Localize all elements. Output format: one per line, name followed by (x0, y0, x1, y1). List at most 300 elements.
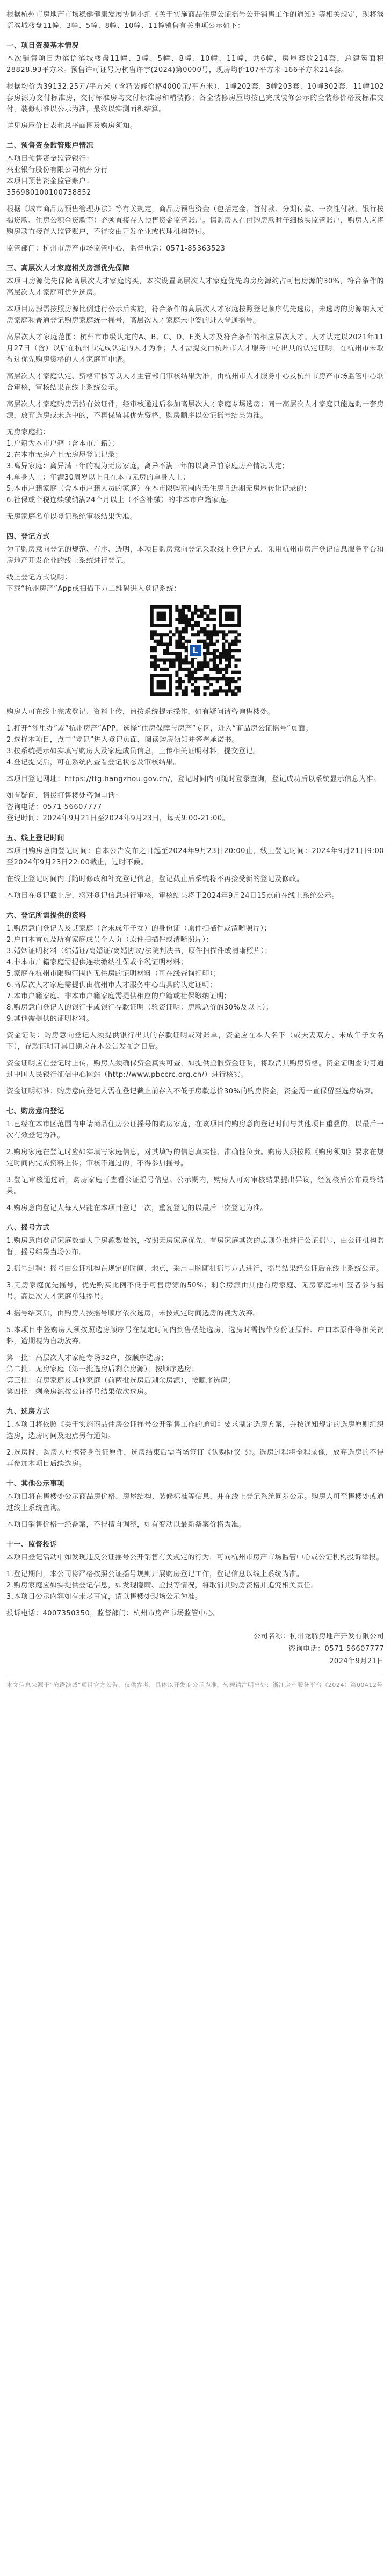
qr-module (225, 649, 228, 652)
qr-module (237, 686, 241, 690)
qr-module (172, 652, 175, 655)
qr-module (222, 633, 225, 636)
qr-module (178, 640, 182, 643)
qr-module (153, 633, 156, 636)
qr-module (191, 614, 194, 618)
qr-module (203, 686, 206, 690)
qr-module (175, 605, 178, 609)
qr-module (181, 609, 184, 612)
qr-module (175, 627, 178, 631)
qr-module (184, 686, 187, 690)
qr-module (169, 658, 172, 661)
qr-module (156, 633, 160, 636)
qr-module (181, 621, 184, 624)
list-item: 7.本市户籍家庭、非本市户籍家庭需提供相应的户籍或社保缴纳证明； (6, 992, 231, 1000)
qr-module (197, 668, 200, 671)
qr-module (209, 633, 213, 636)
step-item: 4.登记提交后，可在系统内查看登记状态及审核结果。 (6, 759, 180, 767)
qr-module (219, 677, 222, 680)
qr-module (175, 674, 178, 677)
qr-module (228, 658, 231, 661)
qr-module (219, 686, 222, 690)
list-item: 2.购房家庭应如实提供登记信息，如发现隐瞒、虚报等情况，将取消其购房资格并追究相关责任。 (6, 1582, 318, 1590)
qr-module (237, 640, 241, 643)
qr-module (178, 655, 182, 659)
qr-module (172, 661, 175, 664)
qr-module (191, 633, 194, 636)
qr-module (160, 636, 163, 640)
paragraph: 线上登记方式说明： (6, 574, 72, 582)
qr-module (169, 661, 172, 664)
qr-module (194, 668, 197, 671)
qr-module (234, 636, 237, 640)
paragraph: 监管部门：杭州市房产市场监管中心，监督电话：0571-85363523 (6, 245, 226, 253)
batch-item: 第一批：高层次人才家庭专场32户，按顺序选房； (6, 1354, 169, 1362)
section-title: 三、高层次人才家庭相关房源优先保障 (6, 264, 130, 273)
qr-module (187, 618, 191, 621)
qr-module (219, 655, 222, 659)
section-talent-priority (6, 263, 384, 523)
qr-module (187, 677, 191, 680)
qr-module (212, 612, 215, 615)
qr-module (184, 618, 187, 621)
qr-module (191, 677, 194, 680)
qr-module (160, 668, 163, 671)
qr-module (153, 658, 156, 661)
qr-module (156, 643, 160, 646)
registration-qr-code[interactable] (147, 602, 244, 699)
qr-module (184, 624, 187, 627)
qr-module (206, 661, 209, 664)
qr-module (225, 664, 228, 668)
qr-module (194, 692, 197, 696)
qr-module (178, 658, 182, 661)
qr-module (160, 658, 163, 661)
section-title: 十一、监督投诉 (6, 1541, 57, 1549)
qr-module (194, 612, 197, 615)
qr-module (206, 636, 209, 640)
qr-module (212, 618, 215, 621)
qr-module (156, 664, 160, 668)
qr-module (181, 618, 184, 621)
qr-module (215, 689, 219, 692)
qr-module (165, 643, 169, 646)
qr-module (172, 633, 175, 636)
company-name: 公司名称：杭州龙腾房地产开发有限公司 (253, 1633, 384, 1641)
paragraph: 为了购房意向登记的规范、有序、透明，本项目购房意向登记采取线上登记方式，采用杭州市房产登记信息服务平台和房地产开发企业的线上系统进行登记。 (6, 546, 384, 565)
qr-module (150, 633, 154, 636)
list-item: 2.在本市无房产且无房屋登记记录； (6, 451, 122, 459)
qr-module (197, 621, 200, 624)
qr-module (228, 680, 231, 683)
qr-module (175, 643, 178, 646)
qr-module (184, 630, 187, 633)
qr-module (150, 636, 154, 640)
qr-module (237, 658, 241, 661)
qr-module (184, 661, 187, 664)
qr-module (163, 652, 166, 655)
qr-module (150, 646, 154, 649)
qr-module (178, 664, 182, 668)
qr-module (181, 643, 184, 646)
qr-module (200, 677, 203, 680)
qr-module (197, 664, 200, 668)
qr-code-container (6, 602, 384, 699)
qr-module (228, 677, 231, 680)
qr-module (234, 658, 237, 661)
qr-module (231, 677, 234, 680)
qr-module (181, 636, 184, 640)
qr-module (175, 652, 178, 655)
list-item: 4.非本市户籍家庭需提供连续缴纳社保或个税证明材料； (6, 958, 188, 967)
qr-module (153, 630, 156, 633)
section-title: 八、摇号方式 (6, 1224, 50, 1232)
qr-module (163, 658, 166, 661)
qr-module (156, 658, 160, 661)
qr-module (194, 686, 197, 690)
qr-module (222, 646, 225, 649)
section-title: 四、登记方式 (6, 533, 50, 541)
paragraph: 2.购房家庭在登记时应如实填写家庭信息，对其填写的信息真实性、准确性负责。购房人须按照《购房须知》要求在规定时间内完成资料上传；审核不通过的，不得参加摇号。 (6, 1148, 384, 1168)
qr-module (203, 627, 206, 631)
publish-date: 2024年9月21日 (329, 1657, 384, 1665)
qr-module (222, 677, 225, 680)
list-item: 5.家庭在杭州市限购范围内无住房的证明材料（可在线查询打印）； (6, 970, 221, 978)
section-supervision (6, 1539, 384, 1619)
qr-module (175, 618, 178, 621)
qr-module (178, 646, 182, 649)
qr-module (172, 664, 175, 668)
section-intent-registration (6, 1106, 384, 1214)
qr-module (206, 630, 209, 633)
qr-module (181, 605, 184, 609)
paragraph: 4.购房意向登记人每人只能在本项目登记一次，重复登记的以最后一次登记为准。 (6, 1204, 267, 1212)
qr-module (219, 689, 222, 692)
qr-module (225, 683, 228, 686)
complaint-phone: 投诉电话：4007350350，监督部门：杭州市房产市场监管中心。 (6, 1609, 221, 1618)
qr-module (187, 621, 191, 624)
batch-item: 第二批：无房家庭（第一批选房后剩余房源），按顺序选房； (6, 1365, 199, 1373)
qr-module (212, 624, 215, 627)
qr-module (237, 689, 241, 692)
qr-module (222, 630, 225, 633)
qr-module (153, 649, 156, 652)
qr-module (215, 677, 219, 680)
qr-module (212, 609, 215, 612)
qr-module (178, 677, 182, 680)
step-item: 2.选择本项目，点击“登记”进入登记页面，阅读购房须知并签署承诺书。 (6, 736, 239, 744)
qr-module (203, 643, 206, 646)
qr-module (237, 671, 241, 674)
qr-module (206, 674, 209, 677)
qr-module (165, 652, 169, 655)
qr-module (212, 633, 215, 636)
qr-module (234, 671, 237, 674)
qr-module (191, 658, 194, 661)
qr-module (200, 661, 203, 664)
paragraph: 1.本项目将依照《关于实施商品住房公证摇号公开销售工作的通知》要求制定选房方案，并按通知规定的选房原则组织选房，选房时间及地点另行通知。 (6, 1421, 384, 1440)
paragraph: 详见房屋价目表和总平面图及购房须知。 (6, 122, 137, 130)
qr-module (209, 609, 213, 612)
qr-module (225, 658, 228, 661)
qr-module (178, 636, 182, 640)
paragraph: 4.摇号结束后，由购房人按摇号顺序依次选房，未按规定时间选房的视为放弃。 (6, 1310, 260, 1318)
qr-module (194, 605, 197, 609)
qr-module (194, 609, 197, 612)
qr-module (209, 658, 213, 661)
paragraph: 本项目登记活动中如发现违反公证摇号公开销售有关规定的行为，可向杭州市房产市场监管中心或公证机构投诉举报。 (6, 1554, 384, 1562)
qr-module (194, 677, 197, 680)
bank-name: 兴业银行股份有限公司杭州分行 (6, 166, 108, 174)
qr-module (206, 633, 209, 636)
qr-module (181, 614, 184, 618)
qr-module (203, 674, 206, 677)
qr-module (165, 649, 169, 652)
qr-module (197, 686, 200, 690)
qr-module (184, 640, 187, 643)
qr-module (215, 655, 219, 659)
qr-module (184, 655, 187, 659)
paragraph: 购房人可在线上完成登记、资料上传，请按系统提示操作，如有疑问请咨询售楼处。 (6, 708, 275, 716)
qr-module (219, 630, 222, 633)
qr-module (212, 692, 215, 696)
section-required-docs (6, 910, 384, 1097)
batch-item: 第四批：剩余房源按公证摇号结果依次选房。 (6, 1388, 152, 1396)
qr-module (175, 655, 178, 659)
qr-module (222, 652, 225, 655)
qr-module (212, 677, 215, 680)
qr-module (212, 658, 215, 661)
qr-module (234, 649, 237, 652)
qr-module (231, 689, 234, 692)
qr-module (153, 646, 156, 649)
qr-module (203, 633, 206, 636)
paragraph: 高层次人才家庭认定、资格审核等以人才主管部门审核结果为准，由杭州市人才服务中心及杭州市房产市场监管中心联合审核，审核结果在线上系统公示。 (6, 373, 384, 392)
qr-module (209, 612, 213, 615)
qr-module (191, 612, 194, 615)
paragraph: 高层次人才家庭购房需持有效证件，经审核通过后参加高层次人才家庭专场选房；同一高层次人才家庭只能选购一套房源，放弃选房或未选中的，不再保留其优先资格，购房顺序以公证摇号结果为准。 (6, 400, 384, 420)
qr-module (181, 658, 184, 661)
paragraph: 3.登记审核通过后，购房家庭可查看公证摇号信息。公示期内，购房人可对审核结果提出异议，经复核后公布最终结果。 (6, 1176, 384, 1196)
qr-module (178, 680, 182, 683)
qr-module (175, 671, 178, 674)
qr-module (231, 680, 234, 683)
paragraph: 本项目房源需按照房源比例进行公示后实施，符合条件的高层次人才家庭按照登记顺序优先选房，未选购的房源纳入无房家庭和普通登记购房家庭统一摇号，高层次人才家庭未中签的进入普通摇号。 (6, 305, 384, 325)
qr-module (234, 692, 237, 696)
registration-time: 登记时间：2024年9月21日至2024年9月23日，每天9:00-21:00。 (6, 814, 230, 822)
qr-module (184, 605, 187, 609)
qr-module (178, 612, 182, 615)
qr-module (206, 677, 209, 680)
step-item: 1.打开“浙里办”或“杭州房产”APP，选择“住房保障与房产”专区，进入“商品房公证摇号”页面。 (6, 725, 313, 733)
qr-module (212, 630, 215, 633)
qr-module (175, 658, 178, 661)
qr-module (215, 633, 219, 636)
qr-module (178, 686, 182, 690)
qr-module (153, 664, 156, 668)
qr-module (203, 692, 206, 696)
qr-module (187, 640, 191, 643)
paragraph: 根据《城市商品房预售管理办法》等有关规定，商品房预售资金（包括定金、首付款、分期付款、一次性付款、银行按揭贷款、住房公积金贷款等）必须直接存入预售资金监管账户。请购房人在付购房款时仔细核实监管账户，购房人应将购房款直接存入监管账户，不得交由开发企业或代理机构转付。 (6, 205, 384, 236)
qr-module (228, 652, 231, 655)
qr-module (175, 680, 178, 683)
paragraph: 无房家庭指： (6, 428, 50, 437)
qr-module (191, 671, 194, 674)
qr-module (212, 649, 215, 652)
qr-module (200, 668, 203, 671)
paragraph: 1.购房意向登记家庭数量大于房源数量的，按照无房家庭优先、有房家庭其次的原则分批进行公证摇号，由公证机构监督，摇号结果当场公布。 (6, 1237, 384, 1256)
qr-module (225, 692, 228, 696)
qr-module (231, 692, 234, 696)
qr-module (197, 633, 200, 636)
qr-module (219, 661, 222, 664)
qr-module (222, 655, 225, 659)
qr-module (209, 630, 213, 633)
qr-module (181, 668, 184, 671)
qr-module (237, 677, 241, 680)
qr-module (222, 674, 225, 677)
qr-module (209, 618, 213, 621)
qr-module (197, 609, 200, 612)
qr-module (184, 658, 187, 661)
paragraph: 3.无房家庭优先摇号，优先购买比例不低于可售房源的50%；剩余房源由其他有房家庭、无房家庭未中签者参与摇号。高层次人才家庭单独摇号。 (6, 1282, 384, 1301)
qr-module (219, 671, 222, 674)
section-title: 十、其他公示事项 (6, 1480, 65, 1488)
paragraph: 资金证明应在登记时上传，购房人须确保资金真实可查，如提供虚假资金证明，将取消其购房资格。资金证明查询可通过中国人民银行征信中心网站（http://www.pbccrc.org.cn/）进行核实。 (6, 1060, 384, 1079)
qr-logo-icon: L (188, 643, 203, 658)
qr-module (150, 664, 154, 668)
qr-module (169, 640, 172, 643)
qr-module (222, 636, 225, 640)
qr-module (184, 614, 187, 618)
qr-module (197, 640, 200, 643)
qr-module (219, 652, 222, 655)
bank-label: 本项目预售资金监管银行： (6, 155, 94, 163)
list-item: 1.购房意向登记人及其家庭（含未成年子女）的身份证（原件扫描件或清晰照片）； (6, 925, 271, 933)
qr-module (212, 627, 215, 631)
qr-module (212, 668, 215, 671)
qr-module (228, 643, 231, 646)
list-item: 2.户口本首页及所有家庭成员个人页（原件扫描件或清晰照片）； (6, 936, 213, 944)
section-lottery-method (6, 1222, 384, 1398)
qr-module (234, 643, 237, 646)
qr-module (181, 661, 184, 664)
qr-module (165, 668, 169, 671)
paragraph: 本项目将在售楼处公示商品房价格、房屋结构、装修标准等信息，并在线上登记系统同步公示。购房人可至售楼处或通过线上系统查询。 (6, 1493, 384, 1512)
qr-module (206, 680, 209, 683)
qr-module (228, 655, 231, 659)
qr-module (165, 633, 169, 636)
qr-module (181, 630, 184, 633)
qr-module (153, 640, 156, 643)
qr-module (203, 605, 206, 609)
qr-module (212, 655, 215, 659)
qr-module (215, 664, 219, 668)
qr-module (209, 640, 213, 643)
qr-module (150, 661, 154, 664)
qr-module (203, 640, 206, 643)
qr-module (181, 692, 184, 696)
qr-module (237, 649, 241, 652)
qr-module (187, 661, 191, 664)
qr-module (160, 643, 163, 646)
qr-module (163, 661, 166, 664)
qr-module (228, 646, 231, 649)
qr-module (225, 655, 228, 659)
qr-module (200, 664, 203, 668)
qr-module (184, 627, 187, 631)
qr-module (178, 630, 182, 633)
qr-module (191, 661, 194, 664)
qr-module (181, 627, 184, 631)
qr-module (225, 689, 228, 692)
qr-module (203, 612, 206, 615)
qr-module (203, 677, 206, 680)
qr-module (206, 649, 209, 652)
qr-module (225, 640, 228, 643)
paragraph: 下载“杭州房产”App或扫描下方二维码进入登记系统： (6, 585, 181, 593)
qr-module (156, 640, 160, 643)
qr-module (169, 636, 172, 640)
section-title: 二、预售资金监管账户情况 (6, 142, 94, 150)
paragraph: 本项目购房意向登记时间：自本公告发布之日起至2024年9月23日20:00止，线上登记时间：2024年9月21日9:00至2024年9月23日22:00截止，过时不候。 (6, 847, 384, 867)
qr-module (206, 643, 209, 646)
qr-module (231, 630, 234, 633)
qr-module (231, 640, 234, 643)
qr-module (163, 633, 166, 636)
qr-module (178, 668, 182, 671)
qr-module (212, 664, 215, 668)
qr-module (197, 630, 200, 633)
qr-module (191, 618, 194, 621)
list-item: 6.社保或个税连续缴纳满24个月以上（不含补缴）的非本市户籍家庭。 (6, 496, 234, 504)
qr-module (175, 640, 178, 643)
account-label: 本项目预售资金监管账户： (6, 177, 94, 185)
paragraph: 本项目登记网址：https://ftg.hangzhou.gov.cn/，登记时间内可随时登录查询，登记成功后以系统显示信息为准。 (6, 775, 381, 783)
intro-text: 根据杭州市房地产市场稳健健康发展协调小组《关于实施商品住房公证摇号公开销售工作的通知》等相关规定，现将滨语滨城楼盘11幢、3幢、5幢、8幢、10幢、11幢销售有关事项公示如下： (6, 11, 384, 30)
qr-module (197, 689, 200, 692)
paragraph: 本项目在登记截止后，将对登记信息进行审核，审核结果将于2024年9月24日15点前在线上系统公示。 (6, 892, 339, 900)
qr-module (169, 652, 172, 655)
qr-module (206, 686, 209, 690)
qr-module (169, 630, 172, 633)
qr-module (175, 692, 178, 696)
list-item: 4.单身人士：年满30周岁以上且在本市无房的单身人士； (6, 474, 190, 482)
qr-module (184, 668, 187, 671)
qr-module (228, 630, 231, 633)
qr-module (228, 683, 231, 686)
qr-module (234, 686, 237, 690)
qr-module (178, 652, 182, 655)
paragraph: 2.摇号过程：摇号由公证机构在规定的时间、地点，采用电脑随机摇号方式进行，摇号结果经公证后在线上系统公示。 (6, 1265, 383, 1273)
qr-module (181, 689, 184, 692)
list-item: 5.本市户籍家庭（含本市户籍人员的家庭）在本市限购范围内无住房且近期无房屋转让记录的； (6, 485, 311, 493)
qr-module (225, 680, 228, 683)
qr-module (200, 614, 203, 618)
qr-module (175, 630, 178, 633)
qr-module (160, 640, 163, 643)
qr-module (169, 643, 172, 646)
qr-module (197, 661, 200, 664)
qr-module (187, 668, 191, 671)
qr-module (191, 627, 194, 631)
qr-module (212, 652, 215, 655)
qr-module (215, 692, 219, 696)
qr-module (197, 692, 200, 696)
section-title: 九、选房方式 (6, 1408, 50, 1416)
signature-block (6, 1631, 384, 1667)
qr-module (203, 664, 206, 668)
